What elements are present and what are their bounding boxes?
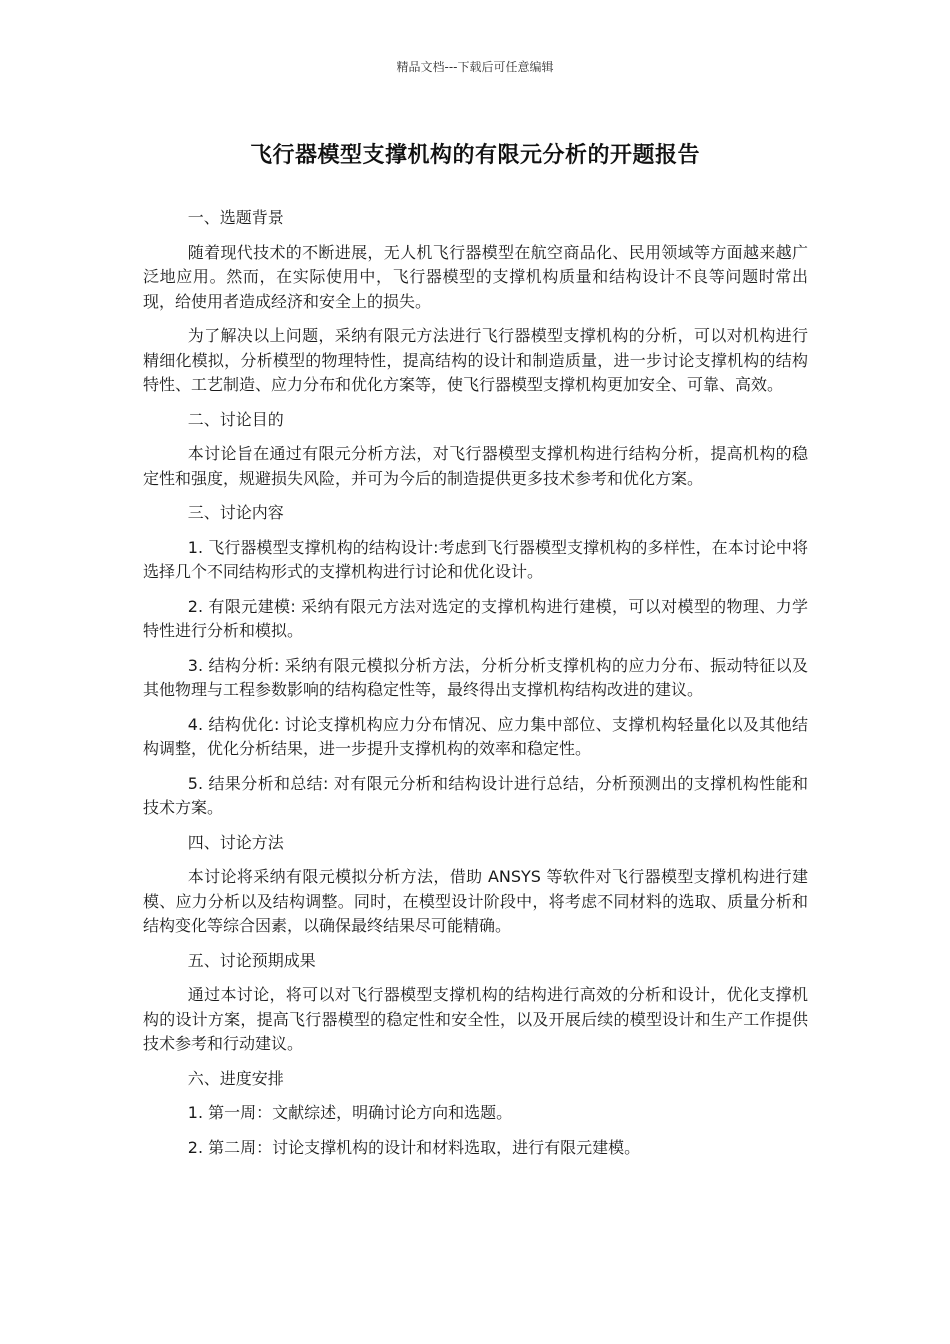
paragraph-outcomes: 通过本讨论，将可以对飞行器模型支撑机构的结构进行高效的分析和设计，优化支撑机构的设计方案，提高飞行器模型的稳定性和安全性，以及开展后续的模型设计和生产工作提供技术参考和行动建议。 — [143, 985, 808, 1053]
paragraph-background-2: 为了解决以上问题，采纳有限元方法进行飞行器模型支撑机构的分析，可以对机构进行精细化模拟，分析模型的物理特性，提高结构的设计和制造质量，进一步讨论支撑机构的结构特性、工艺制造、应力分布和优化方案等，使飞行器模型支撑机构更加安全、可靠、高效。 — [143, 326, 808, 394]
schedule-item-1: 1. 第一周：文献综述，明确讨论方向和选题。 — [187, 1103, 513, 1122]
header-note: 精品文档---下载后可任意编辑 — [396, 60, 554, 74]
section-heading-background: 一、选题背景 — [187, 208, 284, 227]
section-heading-method: 四、讨论方法 — [187, 832, 284, 852]
content-item-4: 4. 结构优化: 讨论支撑机构应力分布情况、应力集中部位、支撑机构轻量化以及其他结构调整，优化分析结果，进一步提升支撑机构的效率和稳定性。 — [143, 714, 808, 758]
paragraph-purpose: 本讨论旨在通过有限元分析方法，对飞行器模型支撑机构进行结构分析，提高机构的稳定性和强度，规避损失风险，并可为今后的制造提供更多技术参考和优化方案。 — [143, 444, 808, 488]
content-item-3: 3. 结构分析: 采纳有限元模拟分析方法，分析分析支撑机构的应力分布、振动特征以及其他物理与工程参数影响的结构稳定性等，最终得出支撑机构结构改进的建议。 — [143, 655, 808, 699]
content-item-5: 5. 结果分析和总结: 对有限元分析和结构设计进行总结，分析预测出的支撑机构性能和技术方案。 — [143, 773, 808, 817]
paragraph-background-1: 随着现代技术的不断进展，无人机飞行器模型在航空商品化、民用领域等方面越来越广泛地应用。然而，在实际使用中，飞行器模型的支撑机构质量和结构设计不良等问题时常出现，给使用者造成经济和安全上的损失。 — [143, 242, 808, 311]
paragraph-method: 本讨论将采纳有限元模拟分析方法，借助 ANSYS 等软件对飞行器模型支撑机构进行建模、应力分析以及结构调整。同时，在模型设计阶段中，将考虑不同材料的选取、质量分析和结构变化等综合因素，以确保最终结果尽可能精确。 — [143, 867, 808, 935]
section-heading-outcomes: 五、讨论预期成果 — [187, 950, 316, 970]
section-heading-purpose: 二、讨论目的 — [187, 409, 284, 429]
section-heading-content: 三、讨论内容 — [187, 503, 284, 522]
document-title: 飞行器模型支撑机构的有限元分析的开题报告 — [249, 143, 700, 168]
content-item-2: 2. 有限元建模: 采纳有限元方法对选定的支撑机构进行建模，可以对模型的物理、力学特性进行分析和模拟。 — [143, 596, 808, 640]
document-body — [143, 206, 808, 1170]
section-heading-schedule: 六、进度安排 — [187, 1068, 284, 1088]
schedule-item-2: 2. 第二周：讨论支撑机构的设计和材料选取，进行有限元建模。 — [187, 1137, 641, 1157]
content-item-1: 1. 飞行器模型支撑机构的结构设计:考虑到飞行器模型支撑机构的多样性，在本讨论中将选择几个不同结构形式的支撑机构进行讨论和优化设计。 — [143, 537, 808, 581]
